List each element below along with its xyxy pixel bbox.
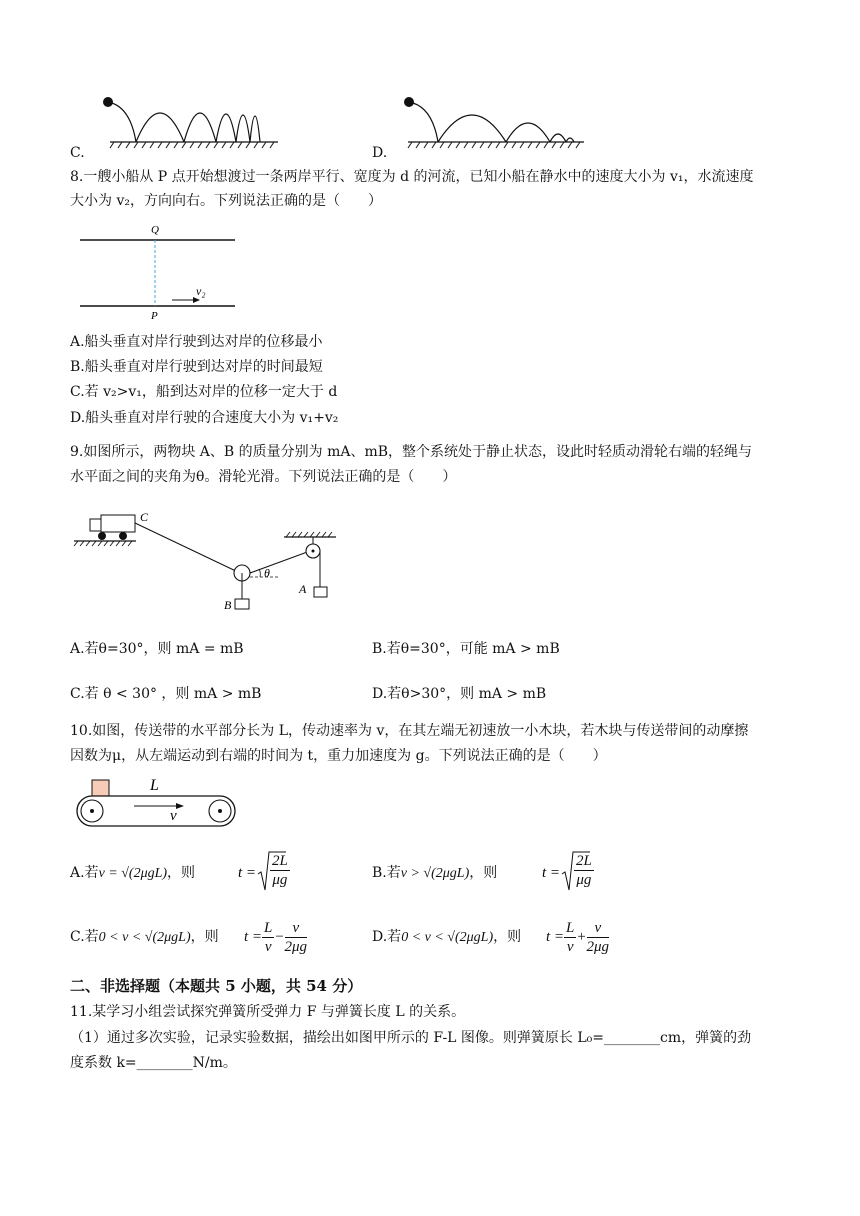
q8-river-figure: [80, 220, 250, 320]
q8-option-b: B.船头垂直对岸行驶到达对岸的时间最短: [70, 359, 323, 375]
q10-option-b-fraction: $\frac{2L}{\mu g}$: [576, 853, 592, 888]
q11-part1-line2: 度系数 k=________N/m。: [70, 1055, 237, 1071]
q10-option-d: [372, 912, 521, 962]
q10-option-a-fraction: $\frac{2L}{\mu g}$: [272, 853, 288, 888]
q10-option-b-condition: v > √(2μgL): [400, 866, 470, 881]
q7-option-d-label: D.: [372, 145, 388, 161]
q10-option-b-prefix: B.若: [372, 865, 401, 881]
q10-option-c-formula: t = $\frac{L}{v}$ − $\frac{v}{2\mu g}$: [244, 920, 308, 956]
q11-part1-line1: （1）通过多次实验，记录实验数据，描绘出如图甲所示的 F-L 图像。则弹簧原长 L₀=________cm，弹簧的劲: [70, 1030, 752, 1046]
q7-option-d-figure: [400, 92, 600, 152]
q10-stem-line1: 10.如图，传送带的水平部分长为 L，传动速率为 v，在其左端无初速放一小木块，若木块与传送带间的动摩擦: [70, 723, 749, 739]
q10-option-a-prefix: A.若: [70, 865, 99, 881]
q9-label-b: B: [224, 598, 232, 612]
q9-label-c: C: [140, 510, 149, 524]
q9-stem-line2: 水平面之间的夹角为θ。滑轮光滑。下列说法正确的是（ ）: [70, 469, 457, 485]
q8-label-v2: v₂: [196, 284, 206, 298]
q9-stem-line1: 9.如图所示，两物块 A、B 的质量分别为 mA、mB，整个系统处于静止状态，设此时轻质动滑轮右端的轻绳与: [70, 444, 753, 460]
q8-stem-line1: 8.一艘小船从 P 点开始想渡过一条两岸平行、宽度为 d 的河流，已知小船在静水中的速度大小为 v₁，水流速度: [70, 169, 754, 185]
q10-option-c: [70, 912, 219, 962]
q10-option-d-condition: 0 < v < √(2μgL): [401, 930, 494, 945]
q10-option-b-then: ，则: [469, 865, 498, 881]
q9-option-c: C.若 θ < 30° ，则 mA > mB: [70, 686, 262, 702]
q7-option-c-figure: [100, 92, 290, 152]
q8-option-c: C.若 v₂>v₁，船到达对岸的位移一定大于 d: [70, 384, 338, 400]
q9-label-a: A: [299, 582, 307, 596]
q10-option-d-formula: t = $\frac{L}{v}$ + $\frac{v}{2\mu g}$: [546, 920, 610, 956]
q9-label-theta: θ: [264, 566, 270, 580]
q10-label-v: v: [170, 808, 177, 824]
q8-option-a: A.船头垂直对岸行驶到达对岸的位移最小: [70, 334, 323, 350]
q10-option-a-then: ，则: [167, 865, 196, 881]
q10-conveyor-figure: [74, 774, 244, 834]
q10-option-d-then: ，则: [493, 929, 522, 945]
q7-option-c-label: C.: [70, 145, 85, 161]
q9-pulley-figure: [74, 505, 344, 615]
q9-option-d: D.若θ>30°，则 mA > mB: [372, 686, 547, 702]
q10-option-d-prefix: D.若: [372, 929, 402, 945]
q8-label-p: P: [151, 310, 158, 322]
q10-option-a: [70, 848, 195, 898]
q9-option-b: B.若θ=30°，可能 mA > mB: [372, 641, 560, 657]
q8-option-d: D.船头垂直对岸行驶的合速度大小为 v₁+v₂: [70, 410, 339, 426]
q8-label-q: Q: [151, 224, 159, 236]
svg-text:t =: t =: [238, 865, 257, 881]
q9-option-a: A.若θ=30°，则 mA = mB: [70, 641, 244, 657]
q10-option-b: [372, 848, 497, 898]
q10-stem-line2: 因数为μ，从左端运动到右端的时间为 t，重力加速度为 g。下列说法正确的是（ ）: [70, 748, 607, 764]
q8-stem-line2: 大小为 v₂，方向向右。下列说法正确的是（ ）: [70, 193, 382, 209]
q10-label-l: L: [150, 777, 159, 794]
q10-option-c-then: ，则: [190, 929, 219, 945]
q10-option-c-condition: 0 < v < √(2μgL): [98, 930, 191, 945]
q10-option-a-condition: v = √(2μgL): [98, 866, 168, 881]
q11-stem: 11.某学习小组尝试探究弹簧所受弹力 F 与弹簧长度 L 的关系。: [70, 1004, 466, 1020]
q10-option-c-prefix: C.若: [70, 929, 99, 945]
section-2-title: 二、非选择题（本题共 5 小题，共 54 分）: [70, 977, 363, 995]
svg-text:t =: t =: [542, 865, 561, 881]
